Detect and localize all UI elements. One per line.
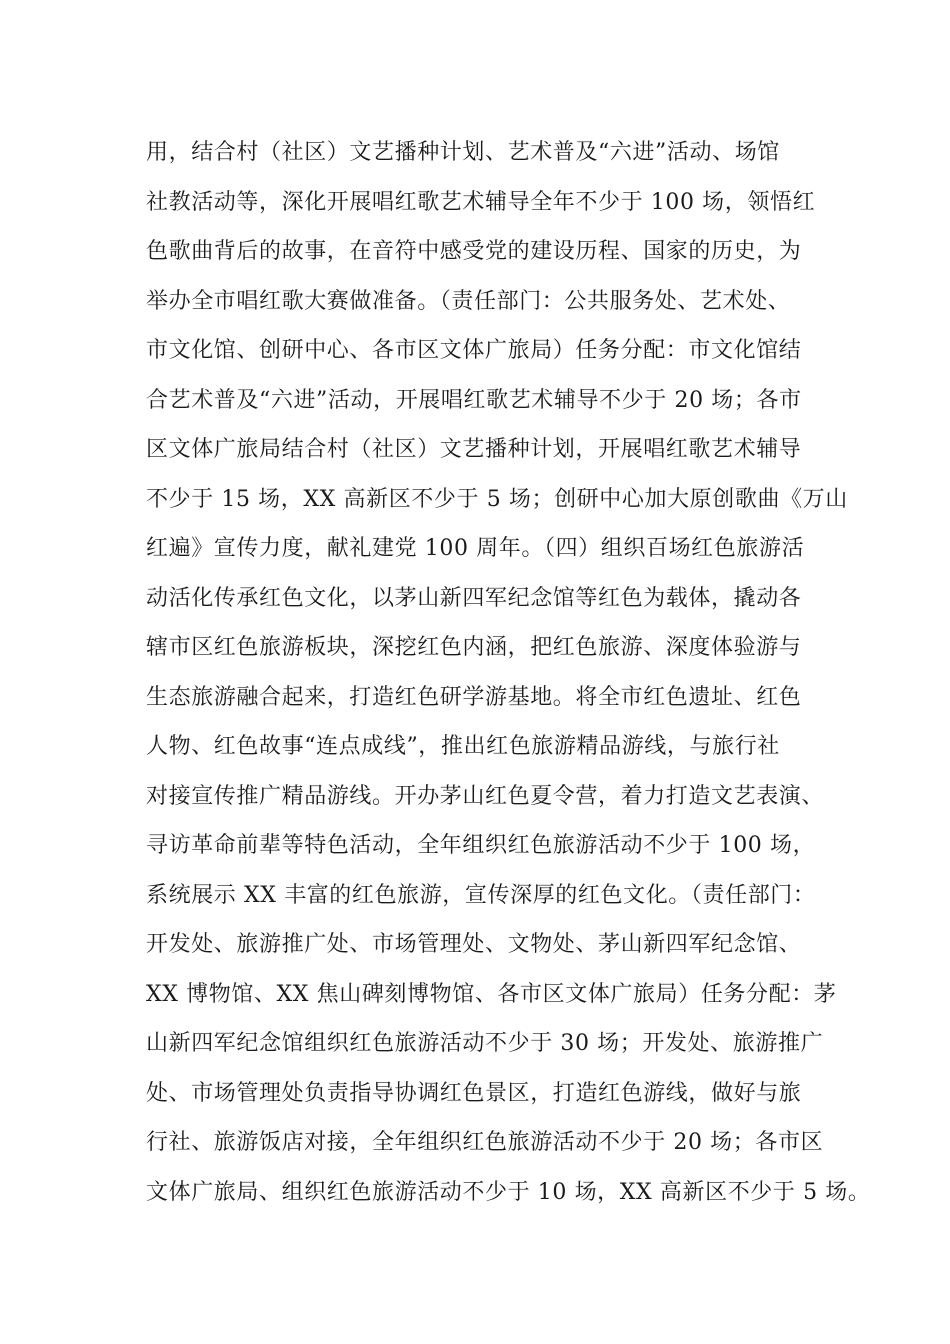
text-line: 开发处、旅游推广处、市场管理处、文物处、茅山新四军纪念馆、 xyxy=(146,932,802,957)
text-line: 色歌曲背后的故事，在音符中感受党的建设历程、国家的历史，为 xyxy=(146,239,802,264)
text-line: 处、市场管理处负责指导协调红色景区，打造红色游线，做好与旅 xyxy=(146,1080,802,1106)
text-line: 动活化传承红色文化，以茅山新四军纪念馆等红色为载体，撬动各 xyxy=(146,585,802,611)
text-line: 区文体广旅局结合村（社区）文艺播种计划，开展唱红歌艺术辅导 xyxy=(146,437,802,462)
text-line: 寻访革命前辈等特色活动，全年组织红色旅游活动不少于 100 场， xyxy=(146,833,816,858)
text-line: 对接宣传推广精品游线。开办茅山红色夏令营，着力打造文艺表演、 xyxy=(146,783,825,809)
body-paragraph xyxy=(146,131,871,1220)
text-line: 生态旅游融合起来，打造红色研学游基地。将全市红色遗址、红色 xyxy=(146,684,802,710)
text-line: 社教活动等，深化开展唱红歌艺术辅导全年不少于 100 场，领悟红 xyxy=(146,189,816,215)
text-line: 人物、红色故事“连点成线”，推出红色旅游精品游线，与旅行社 xyxy=(146,734,780,759)
text-line: 文体广旅局、组织红色旅游活动不少于 10 场，XX 高新区不少于 5 场。 xyxy=(146,1179,871,1205)
text-line: 市文化馆、创研中心、各市区文体广旅局）任务分配：市文化馆结 xyxy=(146,338,802,363)
text-line: 举办全市唱红歌大赛做准备。（责任部门：公共服务处、艺术处、 xyxy=(146,288,791,314)
text-line: 系统展示 XX 丰富的红色旅游，宣传深厚的红色文化。（责任部门： xyxy=(146,882,816,908)
text-line: 合艺术普及“六进”活动，开展唱红歌艺术辅导不少于 20 场；各市 xyxy=(146,387,802,413)
text-line: XX 博物馆、XX 焦山碑刻博物馆、各市区文体广旅局）任务分配：茅 xyxy=(146,981,837,1007)
text-line: 行社、旅游饭店对接，全年组织红色旅游活动不少于 20 场；各市区 xyxy=(146,1130,824,1155)
text-line: 用，结合村（社区）文艺播种计划、艺术普及“六进”活动、场馆 xyxy=(146,140,780,165)
text-line: 山新四军纪念馆组织红色旅游活动不少于 30 场；开发处、旅游推广 xyxy=(146,1031,824,1056)
text-line: 不少于 15 场，XX 高新区不少于 5 场；创研中心加大原创歌曲《万山 xyxy=(146,486,848,512)
text-line: 辖市区红色旅游板块，深挖红色内涵，把红色旅游、深度体验游与 xyxy=(146,635,802,660)
text-line: 红遍》宣传力度，献礼建党 100 周年。（四）组织百场红色旅游活 xyxy=(146,536,805,561)
